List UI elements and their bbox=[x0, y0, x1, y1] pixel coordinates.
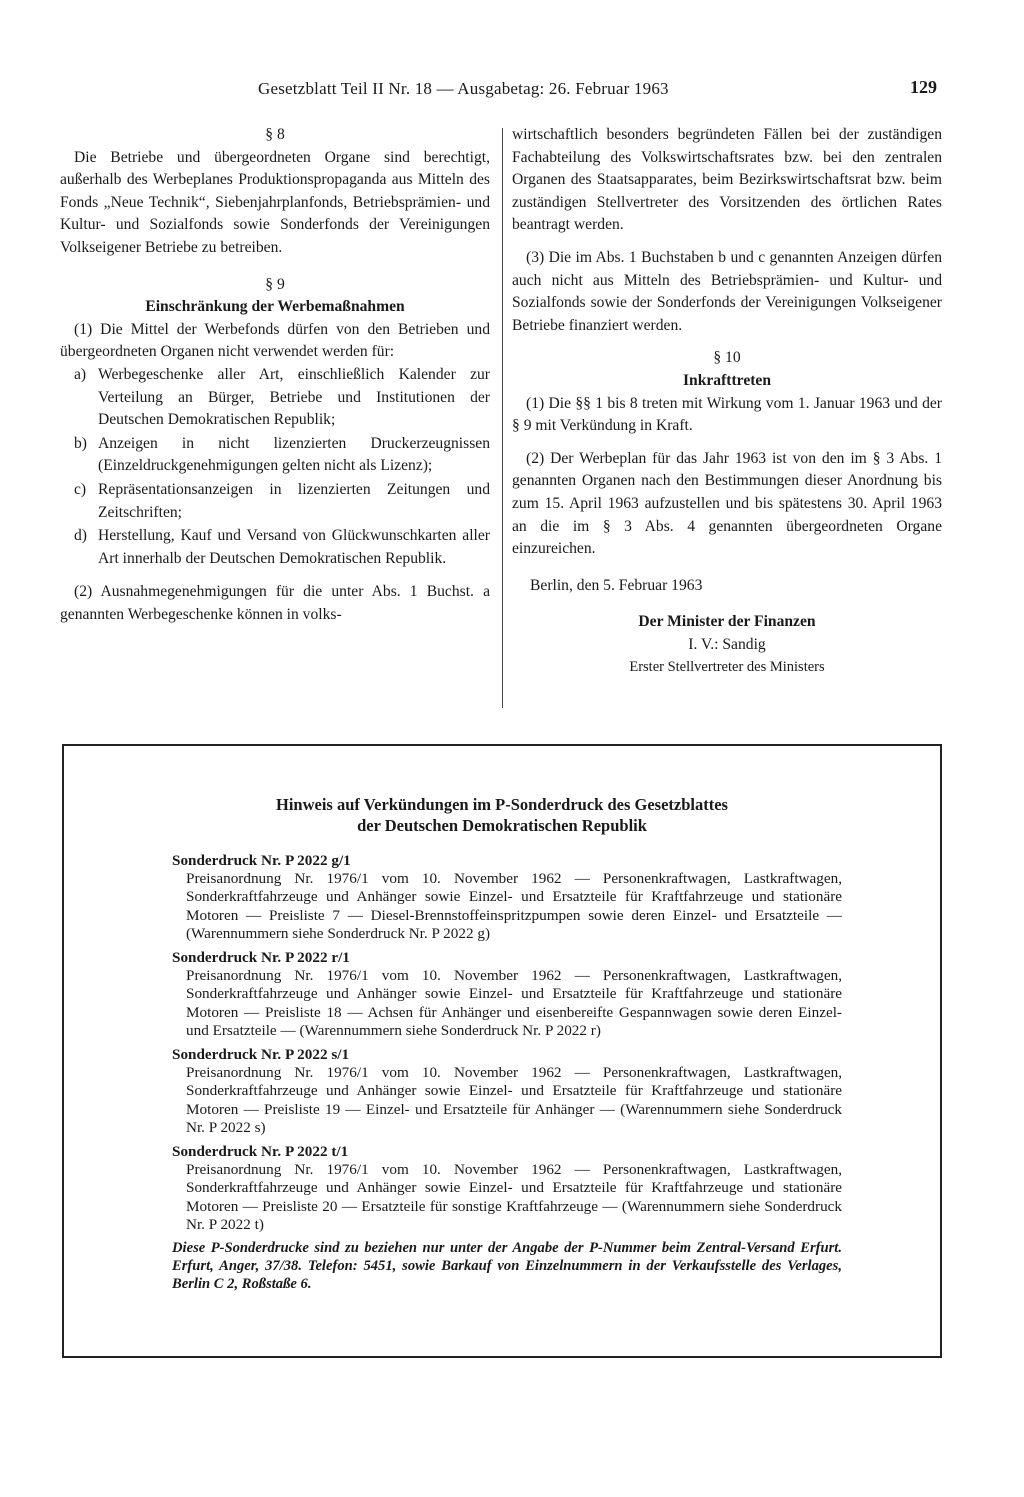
entry-heading: Sonderdruck Nr. P 2022 t/1 bbox=[172, 1143, 349, 1161]
notice-box bbox=[62, 744, 942, 1358]
entry-heading: Sonderdruck Nr. P 2022 r/1 bbox=[172, 949, 350, 967]
entry-text: Preisanordnung Nr. 1976/1 vom 10. November 1962 — Personenkraftwagen, Lastkraftwagen, Sonderkraftfahrzeuge und Anhänger sowie Einzel- und Ersatzteile für Kraftfahrzeuge und stationäre Motoren — Preisliste 18 — Achsen für Anhänger und eisenbereifte Gespannwagen sowie deren Einzel- und Ersatzteile — (Warennummern siehe Sonderdruck Nr. P 2022 r) bbox=[186, 967, 842, 1039]
notice-footer: Diese P-Sonderdrucke sind zu beziehen nur unter der Angabe der P-Nummer beim Zentral-Versand Erfurt. Erfurt, Anger, 37/38. Telefon: 5451, sowie Barkauf von Einzelnummern in der Verkaufsstelle des Verlages, Berlin C 2, Roßstaße 6. bbox=[172, 1240, 842, 1292]
notice-entries bbox=[172, 852, 842, 1293]
page-header bbox=[0, 79, 1024, 103]
list-item-letter: b) bbox=[74, 434, 87, 452]
right-column bbox=[512, 124, 942, 679]
list-item-letter: d) bbox=[74, 527, 87, 545]
entry-text: Preisanordnung Nr. 1976/1 vom 10. November 1962 — Personenkraftwagen, Lastkraftwagen, Sonderkraftfahrzeuge und Anhänger sowie Einzel- und Ersatzteile für Kraftfahrzeuge und stationäre Motoren — Preisliste 20 — Ersatzteile für sonstige Kraftfahrzeuge — (Warennummern siehe Sonderdruck Nr. P 2022 t) bbox=[186, 1161, 842, 1233]
list-item-letter: c) bbox=[74, 480, 87, 498]
notice-entry bbox=[172, 852, 842, 943]
signer-title: Der Minister der Finanzen bbox=[638, 613, 816, 631]
section-10-paragraph-2: (2) Der Werbeplan für das Jahr 1963 ist von den im § 3 Abs. 1 genannten Organen nach den Bestimmungen dieser Anordnung bis zum 15. April 1963 aufzustellen und bis spätestens 30. April 1963 an die im § 3 Abs. 4 genannten übergeordneten Organe einzureichen. bbox=[512, 449, 942, 558]
list-item-text: Anzeigen in nicht lizenzierten Druckerzeugnissen (Einzeldruckgenehmigungen gelten nicht als Lizenz); bbox=[98, 434, 490, 475]
list-item bbox=[60, 479, 490, 524]
section-10-title: Inkrafttreten bbox=[682, 371, 772, 389]
section-9-paragraph-2-continued: wirtschaftlich besonders begründeten Fällen bei der zuständigen Fachabteilung des Volkswirtschaftsrates bzw. bei den zentralen Organen des Staatsapparates, beim Bezirkswirtschaftsrat bzw. beim zuständigen Stellvertreter des Vorsitzenden des örtlichen Rates beantragt werden. bbox=[512, 126, 942, 234]
place-and-date: Berlin, den 5. Februar 1963 bbox=[530, 576, 703, 594]
section-9-title: Einschränkung der Werbemaßnahmen bbox=[145, 298, 405, 316]
section-9-heading: § 9 bbox=[265, 275, 285, 293]
entry-text: Preisanordnung Nr. 1976/1 vom 10. November 1962 — Personenkraftwagen, Lastkraftwagen, Sonderkraftfahrzeuge und Anhänger sowie Einzel- und Ersatzteile für Kraftfahrzeuge und stationäre Motoren — Preisliste 7 — Diesel-Brennstoffeinspritzpumpen sowie deren Einzel- und Ersatzteile — (Warennummern siehe Sonderdruck Nr. P 2022 g) bbox=[186, 870, 842, 942]
list-item-text: Herstellung, Kauf und Versand von Glückwunschkarten aller Art innerhalb der Deutschen Demokratischen Republik. bbox=[98, 527, 490, 567]
list-item bbox=[60, 433, 490, 478]
list-item-letter: a) bbox=[74, 365, 87, 383]
entry-heading: Sonderdruck Nr. P 2022 s/1 bbox=[172, 1046, 350, 1064]
list-item bbox=[60, 525, 490, 570]
notice-entry bbox=[172, 1143, 842, 1234]
section-9-paragraph-2: (2) Ausnahmegenehmigungen für die unter Abs. 1 Buchst. a genannten Werbegeschenke können in volks- bbox=[60, 583, 490, 623]
section-8-heading: § 8 bbox=[265, 126, 285, 143]
section-9-paragraph-3: (3) Die im Abs. 1 Buchstaben b und c genannten Anzeigen dürfen auch nicht aus Mitteln des Betriebsprämien- und Kultur- und Sozialfonds sowie der Sonderfonds der Vereinigungen Volkseigener Betriebe finanziert werden. bbox=[512, 248, 942, 334]
notice-entry bbox=[172, 1046, 842, 1137]
left-column bbox=[60, 124, 490, 626]
signer-name: I. V.: Sandig bbox=[688, 635, 766, 653]
notice-title-line-2: der Deutschen Demokratischen Republik bbox=[357, 816, 647, 835]
list-item-text: Werbegeschenke aller Art, einschließlich Kalender zur Verteilung an Bürger, Betriebe und Institutionen der Deutschen Demokratischen Republik; bbox=[98, 365, 490, 429]
section-8-text: Die Betriebe und übergeordneten Organe sind berechtigt, außerhalb des Werbeplanes Produktionspropaganda aus Mitteln des Fonds „Neue Technik“, Siebenjahrplanfonds, Betriebsprämien- und Kultur- und Sozialfonds sowie Sonderfonds der Vereinigungen Volkseigener Betriebe zu betreiben. bbox=[60, 148, 490, 256]
entry-heading: Sonderdruck Nr. P 2022 g/1 bbox=[172, 852, 351, 869]
notice-entry bbox=[172, 949, 842, 1040]
section-10-paragraph-1: (1) Die §§ 1 bis 8 treten mit Wirkung vom 1. Januar 1963 und der § 9 mit Verkündung in Kraft. bbox=[512, 394, 942, 435]
section-9-paragraph-1: (1) Die Mittel der Werbefonds dürfen von den Betrieben und übergeordneten Organen nicht verwendet werden für: bbox=[60, 320, 490, 361]
entry-text: Preisanordnung Nr. 1976/1 vom 10. November 1962 — Personenkraftwagen, Lastkraftwagen, Sonderkraftfahrzeuge und Anhänger sowie Einzel- und Ersatzteile für Kraftfahrzeuge und stationäre Motoren — Preisliste 19 — Einzel- und Ersatzteile für Anhänger — (Warennummern siehe Sonderdruck Nr. P 2022 s) bbox=[186, 1064, 842, 1136]
notice-title bbox=[64, 794, 940, 836]
list-item-text: Repräsentationsanzeigen in lizenzierten Zeitungen und Zeitschriften; bbox=[98, 480, 490, 521]
section-10-heading: § 10 bbox=[713, 349, 741, 367]
header-title: Gesetzblatt Teil II Nr. 18 — Ausgabetag: 26. Februar 1963 bbox=[258, 79, 669, 98]
list-item bbox=[60, 364, 490, 432]
column-divider bbox=[502, 128, 503, 708]
page-number: 129 bbox=[910, 77, 937, 97]
notice-title-line-1: Hinweis auf Verkündungen im P-Sonderdruck des Gesetzblattes bbox=[276, 795, 728, 814]
signer-role: Erster Stellvertreter des Ministers bbox=[629, 659, 825, 676]
